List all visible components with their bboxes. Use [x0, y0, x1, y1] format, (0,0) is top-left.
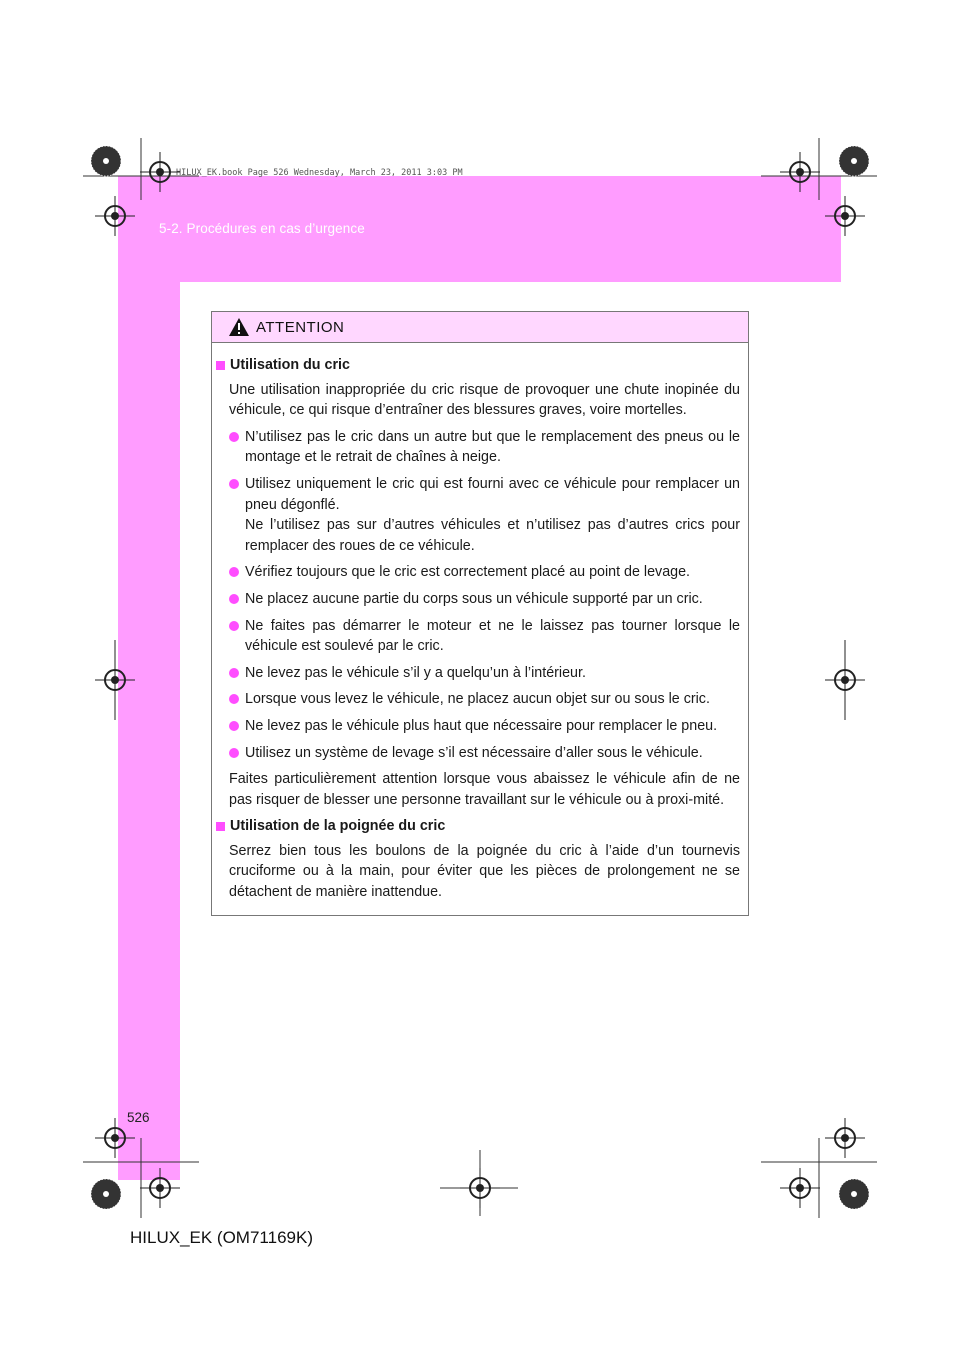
circle-bullet-icon [229, 567, 239, 577]
subsection-heading: Utilisation du cric [216, 355, 740, 376]
side-band [118, 282, 180, 1180]
list-item: Ne levez pas le véhicule plus haut que nécessaire pour remplacer le pneu. [229, 716, 740, 737]
list-item: Lorsque vous levez le véhicule, ne placez aucun objet sur ou sous le cric. [229, 689, 740, 710]
registration-target-icon [460, 1168, 500, 1208]
star-target-icon [838, 1178, 870, 1210]
file-stamp: HILUX_EK.book Page 526 Wednesday, March 23, 2011 3:03 PM [176, 168, 463, 178]
caution-header [212, 312, 748, 343]
circle-bullet-icon [229, 748, 239, 758]
registration-target-icon [825, 640, 865, 720]
circle-bullet-icon [229, 432, 239, 442]
section-title: 5-2. Procédures en cas d’urgence [159, 221, 365, 236]
caution-box [211, 311, 749, 916]
list-item: Utilisez uniquement le cric qui est fourni avec ce véhicule pour remplacer un pneu dégonflé. Ne l’utilisez pas sur d’autres véhicules et n’utilisez pas d’autres crics pour remplacer des roues de ce véhicule. [229, 474, 740, 556]
document-id: HILUX_EK (OM71169K) [130, 1228, 313, 1247]
paragraph: Une utilisation inappropriée du cric risque de provoquer une chute inopinée du véhicule, ce qui risque d’entraîner des blessures graves, voire mortelles. [229, 381, 740, 419]
list-item: N’utilisez pas le cric dans un autre but que le remplacement des pneus ou le montage et le retrait de chaînes à neige. [229, 427, 740, 468]
circle-bullet-icon [229, 621, 239, 631]
star-target-icon [90, 1178, 122, 1210]
list-item: Ne faites pas démarrer le moteur et ne le laissez pas tourner lorsque le véhicule est soulevé par le cric. [229, 616, 740, 657]
square-bullet-icon [216, 822, 225, 831]
list-item: Utilisez un système de levage s’il est nécessaire d’aller sous le véhicule. [229, 743, 740, 764]
registration-target-icon [825, 196, 865, 236]
circle-bullet-icon [229, 668, 239, 678]
circle-bullet-icon [229, 721, 239, 731]
page-number: 526 [127, 1110, 150, 1125]
registration-target-icon [780, 1168, 820, 1208]
registration-target-icon [95, 640, 135, 720]
caution-body [212, 343, 748, 903]
circle-bullet-icon [229, 479, 239, 489]
subsection-heading: Utilisation de la poignée du cric [216, 816, 740, 837]
square-bullet-icon [216, 361, 225, 370]
paragraph: Faites particulièrement attention lorsque vous abaissez le véhicule afin de ne pas risquer de blesser une personne travaillant sur le véhicule ou à proxi-mité. [229, 771, 740, 808]
caution-title: ATTENTION [256, 318, 345, 336]
star-target-icon [838, 145, 870, 177]
registration-target-icon [780, 152, 820, 192]
warning-triangle-icon [228, 317, 250, 337]
list-item: Ne levez pas le véhicule s’il y a quelqu’un à l’intérieur. [229, 663, 740, 684]
registration-target-icon [140, 1168, 180, 1208]
registration-target-icon [95, 196, 135, 236]
star-target-icon [90, 145, 122, 177]
list-item: Ne placez aucune partie du corps sous un véhicule supporté par un cric. [229, 589, 740, 610]
registration-target-icon [825, 1118, 865, 1158]
paragraph: Serrez bien tous les boulons de la poignée du cric à l’aide d’un tournevis cruciforme ou à la main, pour éviter que les pièces de prolongement ne se détachent de manière inattendue. [229, 842, 740, 901]
circle-bullet-icon [229, 594, 239, 604]
circle-bullet-icon [229, 694, 239, 704]
registration-target-icon [140, 152, 180, 192]
list-item: Vérifiez toujours que le cric est correctement placé au point de levage. [229, 562, 740, 583]
